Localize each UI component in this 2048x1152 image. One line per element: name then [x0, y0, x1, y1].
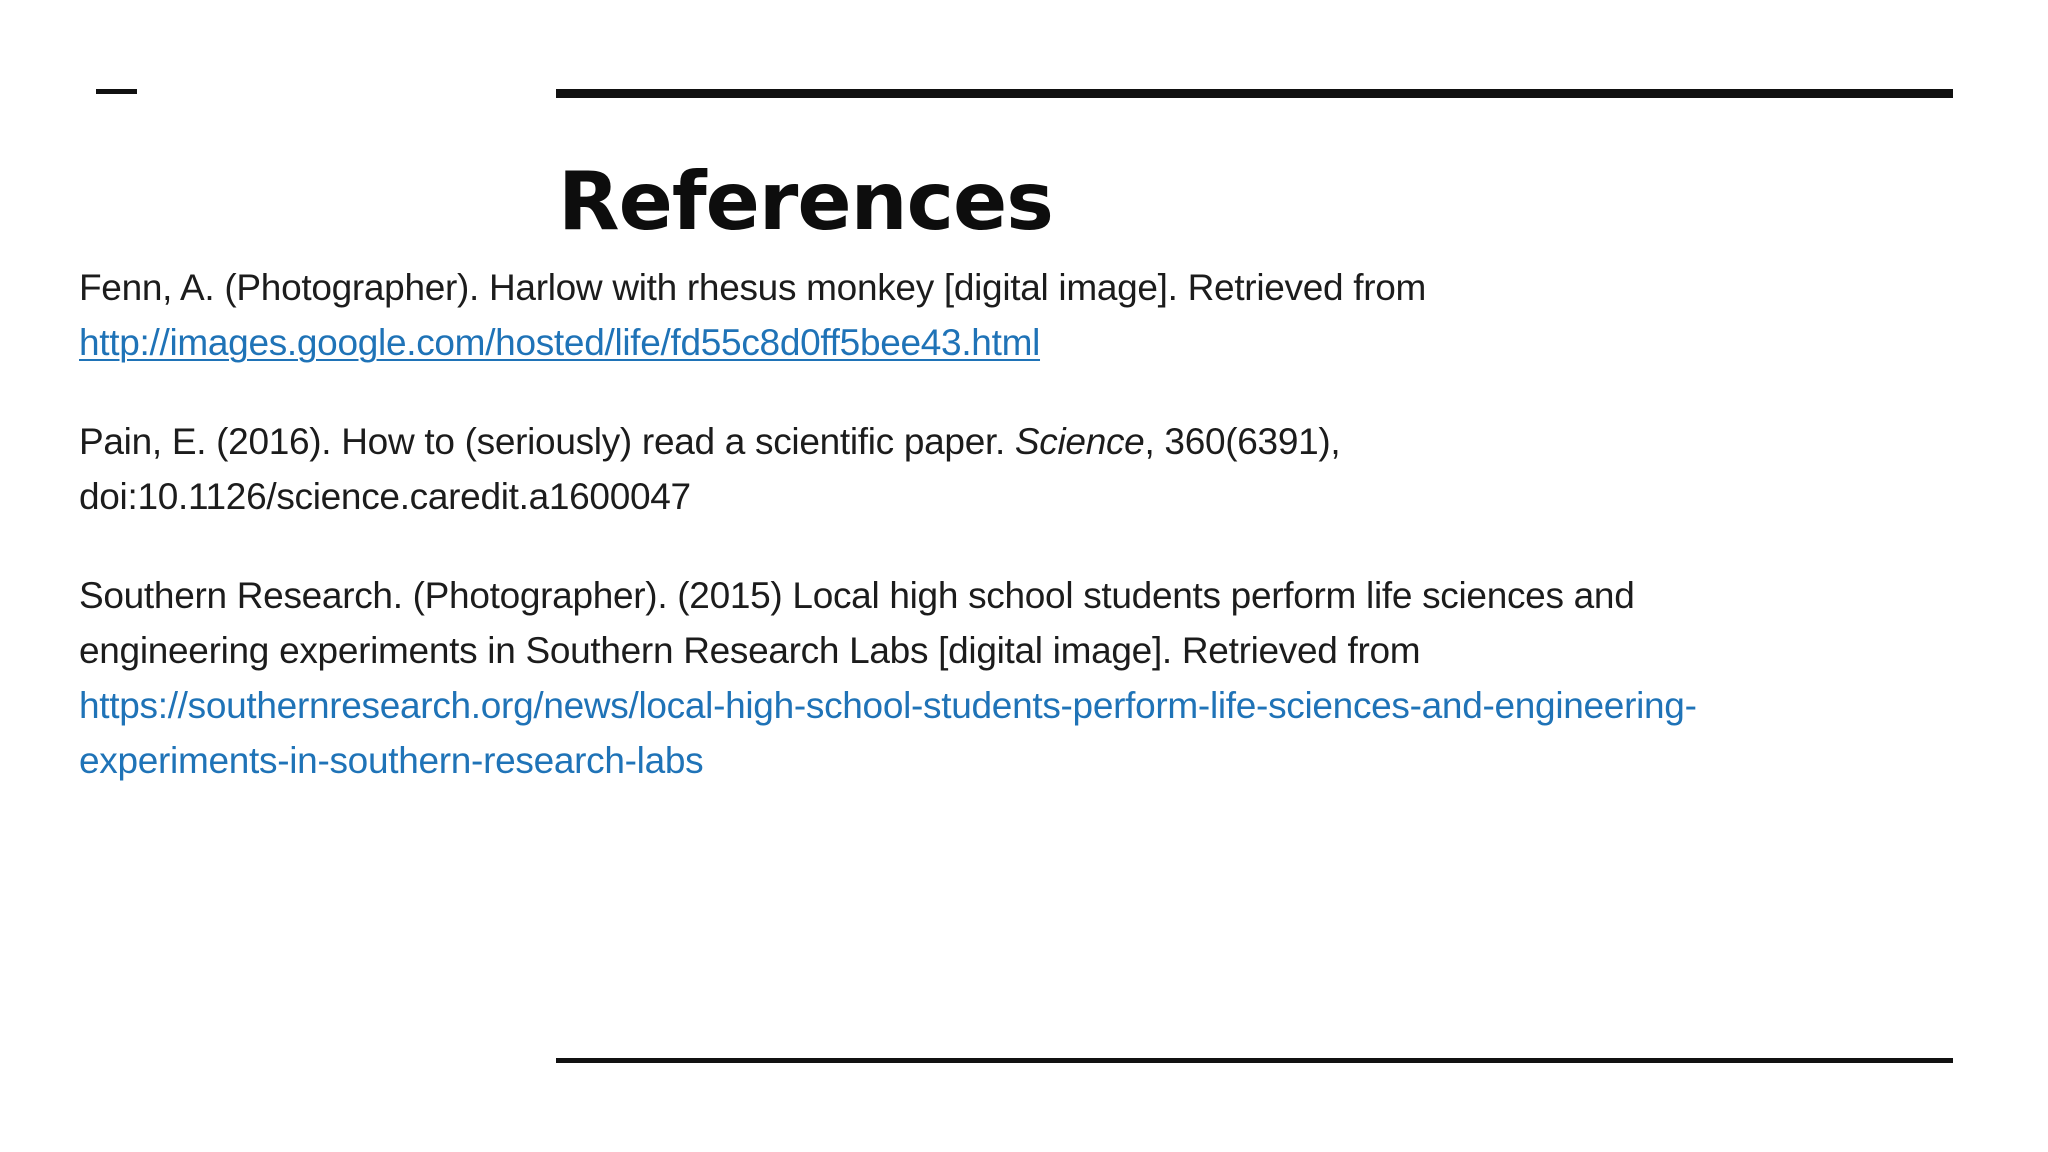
reference-southern-research — [79, 568, 1979, 788]
reference-text: Southern Research. (Photographer). (2015) Local high school students perform life sciences and — [79, 575, 1635, 616]
page-title: References — [558, 155, 1053, 248]
reference-text: Fenn, A. (Photographer). Harlow with rhesus monkey [digital image]. Retrieved from — [79, 267, 1427, 308]
reference-text-part: , 360(6391), — [1144, 421, 1341, 462]
bottom-rule — [556, 1058, 1953, 1063]
reference-doi: doi:10.1126/science.caredit.a1600047 — [79, 476, 691, 517]
reference-pain — [79, 414, 1979, 524]
reference-fenn — [79, 260, 1979, 370]
reference-list — [79, 260, 1979, 832]
reference-link-southern-research[interactable]: https://southernresearch.org/news/local-high-school-students-perform-life-sciences-and-engineering- — [79, 685, 1697, 726]
reference-link-southern-research-cont[interactable]: experiments-in-southern-research-labs — [79, 740, 704, 781]
reference-text — [79, 414, 1979, 469]
top-rule — [556, 89, 1953, 98]
reference-text: engineering experiments in Southern Research Labs [digital image]. Retrieved from — [79, 630, 1421, 671]
reference-link-fenn[interactable]: http://images.google.com/hosted/life/fd55c8d0ff5bee43.html — [79, 322, 1041, 363]
reference-text-part: Pain, E. (2016). How to (seriously) read a scientific paper. — [79, 421, 1015, 462]
corner-dash-decoration — [96, 89, 137, 94]
journal-name: Science — [1014, 421, 1145, 462]
